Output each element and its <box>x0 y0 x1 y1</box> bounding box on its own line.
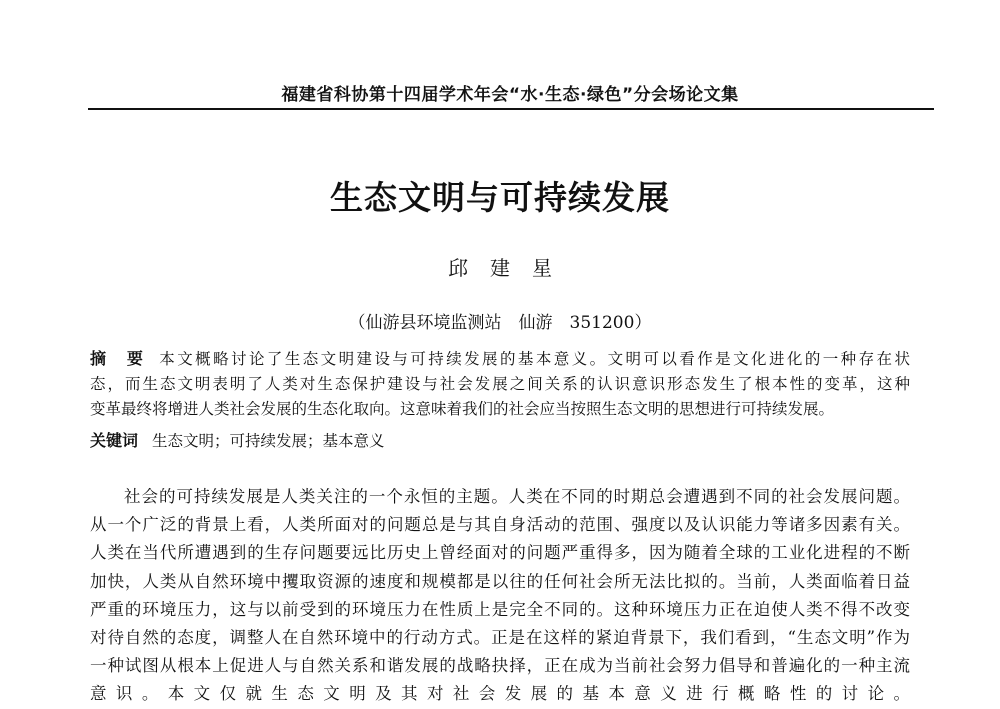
author-affiliation: （仙游县环境监测站 仙游 351200） <box>348 313 652 333</box>
keywords <box>90 428 910 454</box>
author-name: 邱建星 <box>448 256 574 280</box>
abstract <box>90 346 910 422</box>
body-line: 加快，人类从自然环境中攫取资源的速度和规模都是以往的任何社会所无法比拟的。当前，人类面临着日益 <box>90 571 910 591</box>
running-header: 福建省科协第十四届学术年会“水·生态·绿色”分会场论文集 <box>281 85 739 105</box>
keywords-text: 生态文明；可持续发展；基本意义 <box>152 432 385 450</box>
body-line: 严重的环境压力，这与以前受到的环境压力在性质上是完全不同的。这种环境压力正在迫使人类不得不改变 <box>90 599 910 619</box>
abstract-text: 本文概略讨论了生态文明建设与可持续发展的基本意义。文明可以看作是文化进化的一种存在状 <box>159 350 910 368</box>
abstract-line: 变革最终将增进人类社会发展的生态化取向。这意味着我们的社会应当按照生态文明的思想进行可持续发展。 <box>90 400 835 418</box>
body-line: 一种试图从根本上促进人与自然关系和谐发展的战略抉择，正在成为当前社会努力倡导和普遍化的一种主流 <box>90 656 910 676</box>
abstract-line: 态，而生态文明表明了人类对生态保护建设与社会发展之间关系的认识意识形态发生了根本性的变革，这种 <box>90 375 910 393</box>
header-rule <box>88 108 934 110</box>
body-line: 对待自然的态度，调整人在自然环境中的行动方式。正是在这样的紧迫背景下，我们看到，“生态文明”作为 <box>90 628 910 648</box>
abstract-label: 摘 要 <box>90 349 146 368</box>
body-paragraph <box>90 483 910 709</box>
body-line: 人类在当代所遭遇到的生存问题要远比历史上曾经面对的问题严重得多，因为随着全球的工业化进程的不断 <box>90 543 910 563</box>
body-line: 意识。本文仅就生态文明及其对社会发展的基本意义进行概略性的讨论。 <box>90 684 910 704</box>
paper-title: 生态文明与可持续发展 <box>330 178 670 217</box>
abstract-line <box>90 346 910 372</box>
body-line: 从一个广泛的背景上看，人类所面对的问题总是与其自身活动的范围、强度以及认识能力等诸多因素有关。 <box>90 515 910 535</box>
body-line: 社会的可持续发展是人类关注的一个永恒的主题。人类在不同的时期总会遭遇到不同的社会发展问题。 <box>124 487 910 506</box>
keywords-label: 关键词 <box>90 431 139 450</box>
